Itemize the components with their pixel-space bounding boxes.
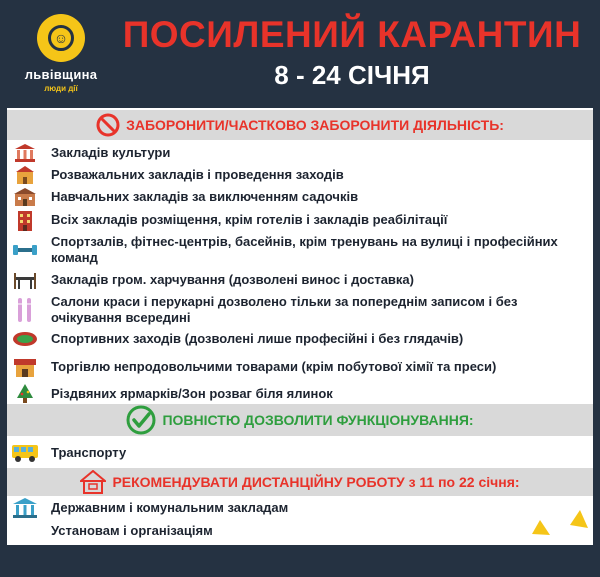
section-heading-label: ЗАБОРОНИТИ/ЧАСТКОВО ЗАБОРОНИТИ ДІЯЛЬНІСТЬ:	[126, 117, 504, 133]
list-item-text: Навчальних закладів за виключенням садочків	[51, 189, 359, 204]
section-heading-remote	[7, 468, 593, 496]
stadium-icon	[7, 331, 43, 347]
list-item	[7, 142, 593, 164]
list-item-text: Всіх закладів розміщення, крім готелів і закладів реабілітації	[51, 212, 448, 227]
page-title: ПОСИЛЕНИЙ КАРАНТИН	[122, 14, 582, 55]
christmas-tree-icon	[7, 384, 43, 404]
list-item-text: Торгівлю непродовольчими товарами (крім побутової хімії та преси)	[51, 359, 497, 374]
logo-emblem-icon: ☺	[37, 14, 85, 62]
shop-icon	[7, 357, 43, 377]
section-heading-label: РЕКОМЕНДУВАТИ ДИСТАНЦІЙНУ РОБОТУ з 11 по 22 січня:	[112, 474, 520, 490]
list-item-text: Державним і комунальним закладам	[51, 500, 289, 515]
theater-icon	[7, 144, 43, 162]
list-item	[7, 232, 593, 268]
logo-tagline: люди дії	[44, 84, 78, 93]
home-work-icon	[80, 470, 106, 494]
check-icon	[126, 405, 156, 435]
beauty-icon	[7, 298, 43, 322]
dumbbell-icon	[7, 242, 43, 258]
list-item	[7, 268, 593, 292]
date-range: 8 - 24 СІЧНЯ	[274, 60, 430, 90]
bus-icon	[7, 443, 43, 463]
list-item-text: Транспорту	[51, 445, 127, 460]
header	[0, 0, 600, 108]
restaurant-icon	[7, 271, 43, 289]
list-item-text: Салони краси і перукарні дозволено тільки за попереднім записом і без очікування всередині	[51, 294, 518, 325]
list-item	[7, 164, 593, 186]
list-item	[7, 292, 593, 328]
prohibited-icon	[96, 113, 120, 137]
entertainment-icon	[7, 166, 43, 184]
section-heading-allow	[7, 404, 593, 436]
government-icon	[7, 498, 43, 518]
section-heading-label: ПОВНІСТЮ ДОЗВОЛИТИ ФУНКЦІОНУВАННЯ:	[162, 412, 474, 428]
logo-name: львівщина	[24, 67, 98, 82]
list-item-text: Закладів гром. харчування (дозволені винос і доставка)	[51, 272, 414, 287]
list-item	[7, 208, 593, 232]
list-item	[7, 384, 593, 404]
list-item-text: Закладів культури	[51, 145, 171, 160]
list-item-text: Спортивних заходів (дозволені лише професійні і без глядачів)	[51, 331, 464, 346]
content-panel	[7, 108, 593, 545]
footer-bar	[0, 545, 600, 577]
list-item-text: Різдвяних ярмарків/Зон розваг біля ялинок	[51, 386, 333, 401]
list-item-text: Спортзалів, фітнес-центрів, басейнів, крім тренувань на вулиці і професійних команд	[51, 234, 558, 265]
list-item	[7, 328, 593, 350]
hotel-icon	[7, 209, 43, 231]
list-item	[7, 186, 593, 208]
section-heading-prohibit	[7, 110, 593, 140]
list-item-text: Розважальних закладів і проведення заходів	[51, 167, 344, 182]
list-item	[7, 438, 593, 468]
list-item	[7, 350, 593, 384]
list-item-text: Установам і організаціям	[51, 523, 213, 538]
school-icon	[7, 188, 43, 206]
